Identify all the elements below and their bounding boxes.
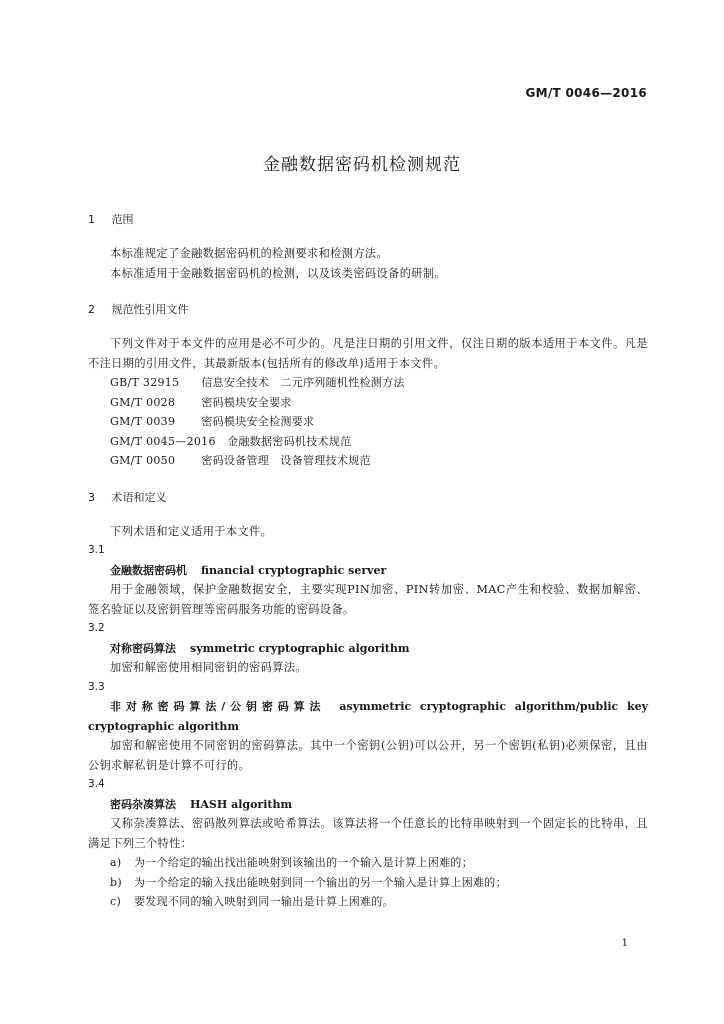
reference-title: 金融数据密码机技术规范 <box>227 434 352 448</box>
paragraph: 下列文件对于本文件的应用是必不可少的。凡是注日期的引用文件，仅注日期的版本适用于本文件。凡是不注日期的引用文件，其最新版本(包括所有的修改单)适用于本文件。 <box>88 337 648 370</box>
list-item <box>88 853 648 873</box>
list-marker: b) <box>110 875 122 889</box>
reference-title: 密码模块安全要求 <box>201 395 292 409</box>
term-number: 3.3 <box>88 680 105 693</box>
term-number: 3.4 <box>88 778 105 790</box>
term-heading <box>88 795 648 815</box>
section-2-heading <box>88 300 648 320</box>
term-en: financial cryptographic server <box>201 563 387 577</box>
section-number: 3 <box>88 490 95 504</box>
term-zh: 对称密码算法 <box>110 641 176 655</box>
section-title: 术语和定义 <box>111 490 167 504</box>
list-marker: a) <box>110 856 122 869</box>
term-en: HASH algorithm <box>190 797 293 811</box>
page-number: 1 <box>621 938 628 949</box>
term-en: symmetric cryptographic algorithm <box>190 641 410 655</box>
standard-number: GM/T 0046—2016 <box>525 86 647 100</box>
reference-item <box>88 393 648 413</box>
reference-item <box>88 432 648 452</box>
section-number: 2 <box>88 303 95 316</box>
paragraph: 本标准适用于金融数据密码机的检测，以及该类密码设备的研制。 <box>110 266 447 280</box>
reference-title: 密码设备管理 设备管理技术规范 <box>201 454 371 467</box>
document-body <box>88 210 648 912</box>
reference-title: 信息安全技术 二元序列随机性检测方法 <box>201 376 405 389</box>
paragraph: 本标准规定了金融数据密码机的检测要求和检测方法。 <box>110 247 389 260</box>
reference-item <box>88 373 648 393</box>
document-title: 金融数据密码机检测规范 <box>263 155 461 175</box>
term-zh: 密码杂凑算法 <box>110 797 176 811</box>
term-definition: 用于金融领域，保护金融数据安全，主要实现PIN加密、PIN转加密、MAC产生和校验、数据加解密、签名验证以及密钥管理等密码服务功能的密码设备。 <box>88 583 648 616</box>
list-item <box>88 873 648 893</box>
term-en: asymmetric cryptographic algorithm/public key cryptographic algorithm <box>88 700 648 733</box>
term-number: 3.2 <box>88 622 105 634</box>
section-number: 1 <box>88 213 95 226</box>
term-zh: 非对称密码算法/公钥密码算法 <box>110 700 326 713</box>
list-text: 要发现不同的输入映射到同一输出是计算上困难的。 <box>134 895 394 908</box>
reference-code: GM/T 0039 <box>110 415 176 428</box>
term-definition: 加密和解密使用不同密钥的密码算法。其中一个密钥(公钥)可以公开，另一个密钥(私钥)必须保密，且由公钥求解私钥是计算不可行的。 <box>88 739 648 772</box>
list-marker: c) <box>110 895 122 908</box>
term-zh: 金融数据密码机 <box>110 563 187 577</box>
reference-title: 密码模块安全检测要求 <box>201 415 315 428</box>
reference-code: GM/T 0045—2016 <box>110 434 216 448</box>
reference-code: GB/T 32915 <box>110 376 180 389</box>
term-definition: 加密和解密使用相同密钥的密码算法。 <box>110 661 307 674</box>
section-title: 范围 <box>111 213 134 226</box>
section-1-heading <box>88 210 648 230</box>
reference-code: GM/T 0028 <box>110 395 176 409</box>
term-number: 3.1 <box>88 544 105 556</box>
list-text: 为一个给定的输入找出能映射到同一个输出的另一个输入是计算上困难的； <box>134 875 507 889</box>
term-heading <box>88 561 648 581</box>
paragraph: 下列术语和定义适用于本文件。 <box>110 524 273 538</box>
section-3-heading <box>88 488 648 508</box>
list-text: 为一个给定的输出找出能映射到该输出的一个输入是计算上困难的； <box>134 856 473 869</box>
reference-item <box>88 412 648 432</box>
list-item <box>88 892 648 912</box>
term-heading <box>88 639 648 659</box>
section-title: 规范性引用文件 <box>111 303 189 316</box>
reference-item <box>88 451 648 471</box>
reference-code: GM/T 0050 <box>110 454 176 467</box>
term-definition: 又称杂凑算法、密码散列算法或哈希算法。该算法将一个任意长的比特串映射到一个固定长的比特串，且满足下列三个特性： <box>88 817 648 850</box>
term-heading <box>88 697 648 736</box>
